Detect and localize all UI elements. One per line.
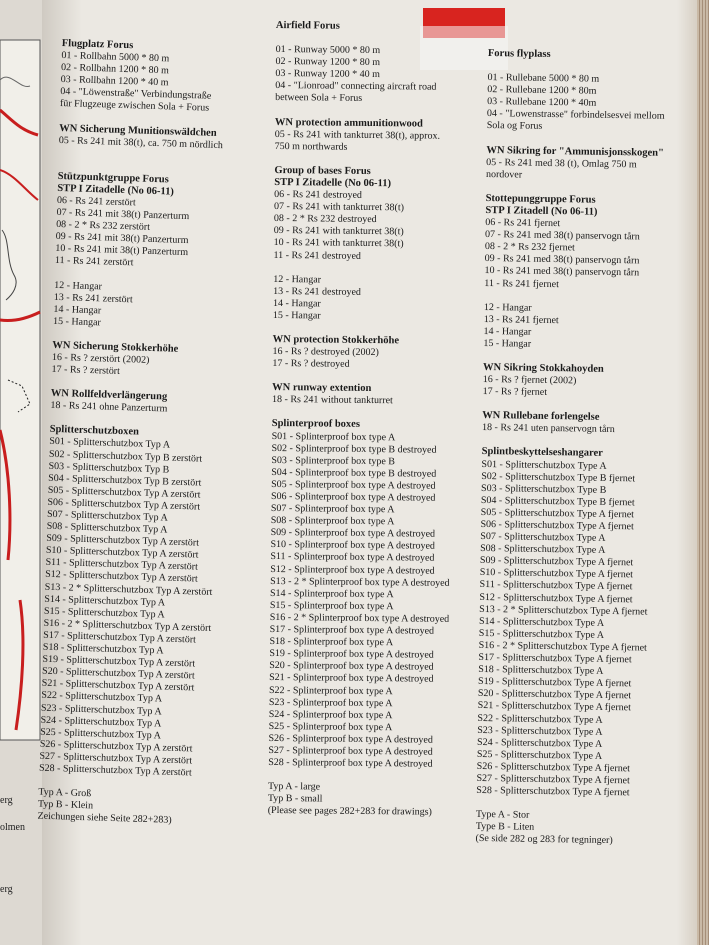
section-heading: Forus flyplass <box>487 48 551 60</box>
list-item: Typ B - small <box>267 793 323 805</box>
list-item: 11 - Rs 241 fjernet <box>484 277 560 290</box>
list-item: S18 - Splitterschutzbox Type A <box>478 664 604 678</box>
list-item: S11 - Splitterschutzbox Type A fjernet <box>479 579 633 593</box>
list-item: 02 - Rullebane 1200 * 80m <box>487 84 597 97</box>
section-heading: WN Sicherung Munitionswäldchen <box>58 122 217 139</box>
page-edge-shadow <box>677 0 697 945</box>
list-item: 02 - Runway 1200 * 80 m <box>275 56 381 69</box>
list-item: S02 - Splitterschutzbox Type B fjernet <box>481 470 636 484</box>
map-label: olmen <box>0 822 25 833</box>
list-item: S10 - Splitterschutzbox Type A fjernet <box>479 567 634 581</box>
list-item: S13 - 2 * Splitterschutzbox Typ A zerstört <box>44 581 213 598</box>
map-label: erg <box>0 795 13 806</box>
list-item: 11 - Rs 241 destroyed <box>273 249 361 262</box>
section-heading: Stottepunggruppe Forus <box>485 192 596 206</box>
list-item: S02 - Splinterproof box type B destroyed <box>271 442 437 456</box>
list-item: S27 - Splitterschutzbox Typ A zerstört <box>39 750 193 767</box>
list-item: S10 - Splinterproof box type A destroyed <box>270 539 435 553</box>
list-item: 12 - Hangar <box>273 273 322 286</box>
section-heading: WN Rullebane forlengelse <box>482 410 600 424</box>
list-item: 14 - Hangar <box>53 303 102 317</box>
list-item: S16 - 2 * Splinterproof box type A destroyed <box>269 611 450 625</box>
list-item: S02 - Splitterschutzbox Typ B zerstört <box>48 448 203 465</box>
list-item: S03 - Splitterschutzbox Typ B <box>48 460 170 476</box>
section-heading: STP I Zitadelle (No 06-11) <box>274 176 392 190</box>
list-item: 07 - Rs 241 mit 38(t) Panzerturm <box>56 206 190 223</box>
list-item: S08 - Splitterschutzbox Typ A <box>46 520 168 536</box>
list-item: 02 - Rollbahn 1200 * 80 m <box>60 62 169 77</box>
section-heading: Group of bases Forus <box>274 164 371 177</box>
column-norwegian <box>475 48 665 848</box>
section-heading: WN Sikring for "Ammunisjonsskogen" <box>486 144 664 159</box>
list-item: S11 - Splitterschutzbox Typ A zerstört <box>45 557 198 573</box>
list-item: 01 - Runway 5000 * 80 m <box>275 44 381 57</box>
list-item: 10 - Rs 241 with tankturret 38(t) <box>273 237 404 250</box>
list-item: S17 - Splitterschutzbox Type A fjernet <box>478 651 632 666</box>
list-item: 750 m northwards <box>274 140 348 153</box>
list-item: 17 - Rs ? fjernet <box>482 386 548 399</box>
list-item: S15 - Splitterschutzbox Typ A <box>43 605 165 621</box>
list-item: 13 - Rs 241 zerstört <box>53 291 133 305</box>
list-item: S09 - Splitterschutzbox Type A fjernet <box>479 555 634 569</box>
list-item: S18 - Splitterschutzbox Typ A <box>42 641 164 657</box>
column-german <box>37 38 229 828</box>
list-item: S17 - Splinterproof box type A destroyed <box>269 623 435 637</box>
list-item: Type A - Stor <box>475 809 530 821</box>
list-item: 12 - Hangar <box>54 279 103 292</box>
list-item: S01 - Splinterproof box type A <box>271 430 396 443</box>
list-item: 09 - Rs 241 med 38(t) panservogn tårn <box>484 253 640 267</box>
list-item: S10 - Splitterschutzbox Typ A zerstört <box>45 545 199 561</box>
section-heading: WN Rollfeldverlängerung <box>50 387 168 403</box>
list-item: S25 - Splitterschutzbox Typ A <box>40 726 162 742</box>
list-item: (Please see pages 282+283 for drawings) <box>267 805 432 819</box>
list-item: 08 - 2 * Rs 232 destroyed <box>273 213 377 226</box>
list-item: 14 - Hangar <box>483 325 532 338</box>
list-item: S04 - Splinterproof box type B destroyed <box>271 466 437 480</box>
list-item: 13 - Rs 241 fjernet <box>483 313 559 326</box>
list-item: 03 - Runway 1200 * 40 m <box>275 68 380 81</box>
list-item: 05 - Rs 241 mit 38(t), ca. 750 m nördlich <box>58 134 224 151</box>
book-edge <box>697 0 709 945</box>
list-item: S23 - Splinterproof box type A <box>268 696 393 709</box>
section-heading: WN Sikring Stokkahoyden <box>482 361 604 375</box>
list-item: S25 - Splinterproof box type A <box>268 720 393 734</box>
list-item: 04 - "Lowenstrasse" forbindelsesvei mellom <box>486 108 665 123</box>
list-item: 16 - Rs ? fjernet (2002) <box>482 374 577 387</box>
list-item: S01 - Splitterschutzbox Type A <box>481 458 607 472</box>
list-item: 17 - Rs ? destroyed <box>272 358 350 370</box>
list-item: 06 - Rs 241 fjernet <box>485 217 561 230</box>
list-item: S21 - Splinterproof box type A destroyed <box>269 672 434 686</box>
list-item: nordover <box>485 168 523 181</box>
list-item: S03 - Splitterschutzbox Type B <box>480 482 607 496</box>
list-item: (Se side 282 og 283 for tegninger) <box>475 833 613 847</box>
list-item: S15 - Splitterschutzbox Type A <box>478 627 605 641</box>
section-heading: STP I Zitadell (No 06-11) <box>485 204 598 218</box>
list-item: S27 - Splitterschutzbox Type A fjernet <box>476 772 630 787</box>
list-item: 01 - Rullebane 5000 * 80 m <box>487 72 600 85</box>
adjacent-map-page <box>0 0 42 945</box>
list-item: 01 - Rollbahn 5000 * 80 m <box>61 50 170 65</box>
list-item: S14 - Splitterschutzbox Type A <box>478 615 605 629</box>
list-item: S24 - Splitterschutzbox Type A <box>477 736 603 750</box>
list-item: S20 - Splitterschutzbox Type A fjernet <box>477 688 632 702</box>
list-item: 12 - Hangar <box>483 301 532 314</box>
list-item: S07 - Splitterschutzbox Type A <box>480 531 606 544</box>
list-item: Typ A - Groß <box>38 786 92 800</box>
list-item: 07 - Rs 241 with tankturret 38(t) <box>273 201 405 214</box>
list-item: S12 - Splinterproof box type A destroyed <box>270 563 435 577</box>
list-item: Zeichungen siehe Seite 282+283) <box>37 810 172 827</box>
section-heading: STP I Zitadelle (No 06-11) <box>57 182 175 198</box>
list-item: 18 - Rs 241 ohne Panzerturm <box>50 400 168 415</box>
section-heading: WN runway extention <box>272 382 372 395</box>
list-item: 11 - Rs 241 zerstört <box>54 255 134 269</box>
list-item: S06 - Splitterschutzbox Type A fjernet <box>480 518 634 533</box>
list-item: S22 - Splitterschutzbox Typ A <box>41 690 163 705</box>
list-item: 15 - Hangar <box>52 315 102 329</box>
list-item: S13 - 2 * Splitterschutzbox Type A fjernet <box>479 603 648 618</box>
section-heading: Flugplatz Forus <box>61 38 134 52</box>
list-item: 18 - Rs 241 without tankturret <box>271 394 393 407</box>
list-item: S26 - Splitterschutzbox Typ A zerstört <box>39 738 193 755</box>
list-item: S08 - Splitterschutzbox Type A <box>480 543 606 557</box>
list-item: 09 - Rs 241 mit 38(t) Panzerturm <box>55 231 189 247</box>
list-item: S19 - Splitterschutzbox Type A fjernet <box>477 676 632 690</box>
list-item: S04 - Splitterschutzbox Typ B zerstört <box>47 472 202 489</box>
list-item: 03 - Rullebane 1200 * 40m <box>487 96 597 109</box>
list-item: 16 - Rs ? zerstört (2002) <box>51 351 150 366</box>
list-item: S28 - Splitterschutzbox Type A fjernet <box>476 784 630 799</box>
section-heading: WN Sicherung Stokkerhöhe <box>52 339 179 355</box>
list-item: S15 - Splinterproof box type A <box>269 599 394 613</box>
section-heading: Airfield Forus <box>275 20 340 32</box>
list-item: Sola og Forus <box>486 120 543 133</box>
list-item: 08 - 2 * Rs 232 fjernet <box>484 241 575 254</box>
list-item: S27 - Splinterproof box type A destroyed <box>268 744 433 758</box>
section-heading: WN protection ammunitionwood <box>274 116 423 130</box>
list-item: S13 - 2 * Splinterproof box type A destroyed <box>270 575 450 589</box>
list-item: S28 - Splitterschutzbox Typ A zerstört <box>38 762 192 779</box>
list-item: S09 - Splinterproof box type A destroyed <box>270 527 436 540</box>
list-item: S05 - Splitterschutzbox Typ A zerstört <box>47 484 201 501</box>
list-item: Typ A - large <box>267 781 321 793</box>
list-item: 18 - Rs 241 uten panservogn tårn <box>481 422 615 436</box>
list-item: S23 - Splitterschutzbox Typ A <box>40 702 162 717</box>
section-heading: Splinterproof boxes <box>271 418 361 431</box>
list-item: S24 - Splitterschutzbox Typ A <box>40 714 162 730</box>
list-item: 10 - Rs 241 med 38(t) panservogn tårn <box>484 265 640 279</box>
list-item: S25 - Splitterschutzbox Type A <box>476 748 603 762</box>
list-item: 08 - 2 * Rs 232 zerstört <box>55 219 151 233</box>
list-item: S19 - Splitterschutzbox Typ A zerstört <box>42 653 196 670</box>
list-item: S14 - Splitterschutzbox Typ A <box>44 593 166 609</box>
list-item: 03 - Rollbahn 1200 * 40 m <box>60 74 169 89</box>
list-item: 07 - Rs 241 med 38(t) panservogn tårn <box>484 229 640 243</box>
list-item: S19 - Splinterproof box type A destroyed <box>269 648 434 661</box>
section-heading: Stützpunktgruppe Forus <box>57 170 169 186</box>
section-heading: WN protection Stokkerhöhe <box>272 333 400 347</box>
list-item: S05 - Splinterproof box type A destroyed <box>271 478 436 492</box>
list-item: S20 - Splitterschutzbox Typ A zerstört <box>41 665 195 682</box>
list-item: 04 - "Löwenstraße" Verbindungstraße <box>60 86 212 103</box>
list-item: S17 - Splitterschutzbox Typ A zerstört <box>43 629 197 646</box>
list-item: 05 - Rs 241 with tankturret 38(t), approx. <box>274 128 441 142</box>
list-item: 05 - Rs 241 med 38 (t), Omlag 750 m <box>486 156 637 171</box>
list-item: S21 - Splitterschutzbox Typ A zerstört <box>41 677 195 694</box>
list-item: S08 - Splinterproof box type A <box>270 515 395 528</box>
list-item: S21 - Splitterschutzbox Type A fjernet <box>477 700 631 714</box>
list-item: S07 - Splinterproof box type A <box>270 503 395 516</box>
list-item: S22 - Splitterschutzbox Type A <box>477 712 603 726</box>
list-item: S14 - Splinterproof box type A <box>269 587 394 601</box>
list-item: 06 - Rs 241 destroyed <box>274 189 363 201</box>
list-item: Type B - Liten <box>475 821 535 834</box>
list-item: 15 - Hangar <box>272 309 321 322</box>
list-item: 15 - Hangar <box>483 337 532 350</box>
list-item: S28 - Splinterproof box type A destroyed <box>268 757 433 770</box>
list-item: S03 - Splinterproof box type B <box>271 454 396 467</box>
list-item: S23 - Splitterschutzbox Type A <box>477 724 603 738</box>
list-item: S22 - Splinterproof box type A <box>268 684 393 697</box>
column-english <box>268 20 456 819</box>
list-item: S09 - Splitterschutzbox Typ A zerstört <box>46 532 200 549</box>
list-item: S18 - Splinterproof box type A <box>269 636 394 649</box>
section-heading: Splitterschutzboxen <box>49 424 140 438</box>
list-item: S16 - 2 * Splitterschutzbox Type A fjernet <box>478 639 647 654</box>
list-item: between Sola + Forus <box>275 92 363 105</box>
list-item: S24 - Splinterproof box type A <box>268 708 393 721</box>
list-item: S20 - Splinterproof box type A destroyed <box>269 660 434 673</box>
list-item: 13 - Rs 241 destroyed <box>273 285 361 298</box>
list-item: 04 - "Lionroad" connecting aircraft road <box>275 80 437 94</box>
list-item: S05 - Splitterschutzbox Type A fjernet <box>480 506 635 521</box>
list-item: S16 - 2 * Splitterschutzbox Typ A zerstört <box>43 617 212 634</box>
list-item: 16 - Rs ? destroyed (2002) <box>272 346 379 359</box>
list-item: 17 - Rs ? zerstört <box>51 363 121 378</box>
list-item: 06 - Rs 241 zerstört <box>56 194 136 209</box>
list-item: S26 - Splinterproof box type A destroyed <box>268 732 433 746</box>
map-label: erg <box>0 884 13 895</box>
list-item: S07 - Splitterschutzbox Typ A <box>46 508 168 524</box>
list-item: für Flugzeuge zwischen Sola + Forus <box>59 98 210 115</box>
list-item: 09 - Rs 241 with tankturret 38(t) <box>273 225 404 238</box>
section-heading: Splintbeskyttelseshangarer <box>481 446 603 460</box>
list-item: S12 - Splitterschutzbox Typ A zerstört <box>44 569 198 585</box>
list-item: Typ B - Klein <box>37 798 94 812</box>
list-item: S01 - Splitterschutzbox Typ A <box>49 436 171 452</box>
list-item: S12 - Splitterschutzbox Type A fjernet <box>479 591 633 605</box>
list-item: S04 - Splitterschutzbox Type B fjernet <box>480 494 635 509</box>
list-item: S06 - Splitterschutzbox Typ A zerstört <box>47 496 201 513</box>
list-item: 14 - Hangar <box>272 297 321 310</box>
list-item: S06 - Splinterproof box type A destroyed <box>270 490 436 504</box>
list-item: S26 - Splitterschutzbox Type A fjernet <box>476 760 631 775</box>
list-item: 10 - Rs 241 mit 38(t) Panzerturm <box>55 243 189 259</box>
list-item: S11 - Splinterproof box type A destroyed <box>270 551 435 565</box>
